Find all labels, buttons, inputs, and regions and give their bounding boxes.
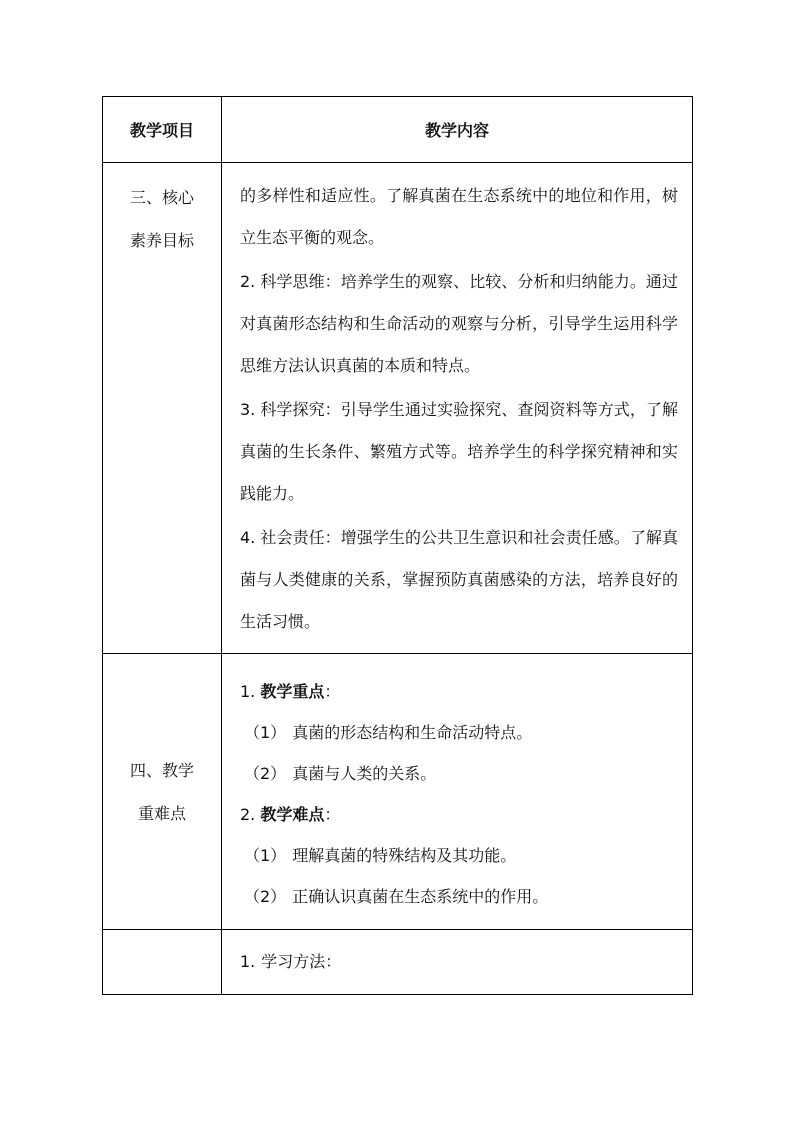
- learning-method-number: 1.: [240, 951, 256, 971]
- core-literacy-label: [103, 163, 222, 654]
- difficult-point-item-number: （2）: [244, 887, 287, 906]
- row-key-difficult-points: [103, 654, 693, 930]
- difficult-point-item: [240, 876, 678, 917]
- objective-paragraph: 3. 科学探究：引导学生通过实验探究、查阅资料等方式，了解真菌的生长条件、繁殖方式等。培养学生的科学探究精神和实践能力。: [240, 400, 678, 503]
- difficult-point-item-number: （1）: [244, 846, 287, 865]
- key-points-title: 教学重点: [260, 682, 325, 701]
- row-learning-methods: [103, 930, 693, 995]
- header-teaching-content: 教学内容: [222, 97, 693, 163]
- core-literacy-label-line1: 三、核心: [129, 188, 194, 207]
- key-difficult-content: [222, 654, 693, 930]
- learning-method-text: 学习方法：: [261, 951, 342, 971]
- learning-methods-content: [222, 930, 693, 995]
- learning-methods-label: [103, 930, 222, 995]
- key-points-colon: ：: [324, 682, 341, 701]
- key-point-item: [240, 753, 678, 794]
- key-point-item-number: （1）: [244, 723, 287, 742]
- key-points-number: 1.: [240, 682, 256, 701]
- header-row: [103, 97, 693, 163]
- difficult-point-item-text: 理解真菌的特殊结构及其功能。: [292, 846, 517, 865]
- objective-paragraph: 4. 社会责任：增强学生的公共卫生意识和社会责任感。了解真菌与人类健康的关系，掌握预防真菌感染的方法，培养良好的生活习惯。: [240, 528, 678, 631]
- difficult-points-heading: [240, 794, 678, 835]
- key-difficult-label-line2: 重难点: [137, 803, 186, 823]
- key-difficult-label: [103, 654, 222, 930]
- core-literacy-label-line2: 素养目标: [129, 231, 194, 250]
- key-point-item-text: 真菌的形态结构和生命活动特点。: [292, 723, 533, 742]
- difficult-point-item-text: 正确认识真菌在生态系统中的作用。: [292, 887, 549, 906]
- objective-paragraph: 的多样性和适应性。了解真菌在生态系统中的地位和作用，树立生态平衡的观念。: [240, 186, 678, 247]
- core-literacy-content: [222, 163, 693, 654]
- key-difficult-label-line1: 四、教学: [129, 760, 194, 780]
- difficult-points-title: 教学难点: [260, 805, 325, 824]
- difficult-points-colon: ：: [324, 805, 341, 824]
- objective-paragraph: 2. 科学思维：培养学生的观察、比较、分析和归纳能力。通过对真菌形态结构和生命活动的观察与分析，引导学生运用科学思维方法认识真菌的本质和特点。: [240, 272, 678, 375]
- key-point-item: [240, 712, 678, 753]
- key-point-item-text: 真菌与人类的关系。: [292, 764, 437, 783]
- header-teaching-item: 教学项目: [103, 97, 222, 163]
- key-points-heading: [240, 671, 678, 712]
- lesson-plan-table: [102, 96, 693, 995]
- row-core-literacy-objectives: [103, 163, 693, 654]
- difficult-point-item: [240, 835, 678, 876]
- key-point-item-number: （2）: [244, 764, 287, 783]
- difficult-points-number: 2.: [240, 805, 256, 824]
